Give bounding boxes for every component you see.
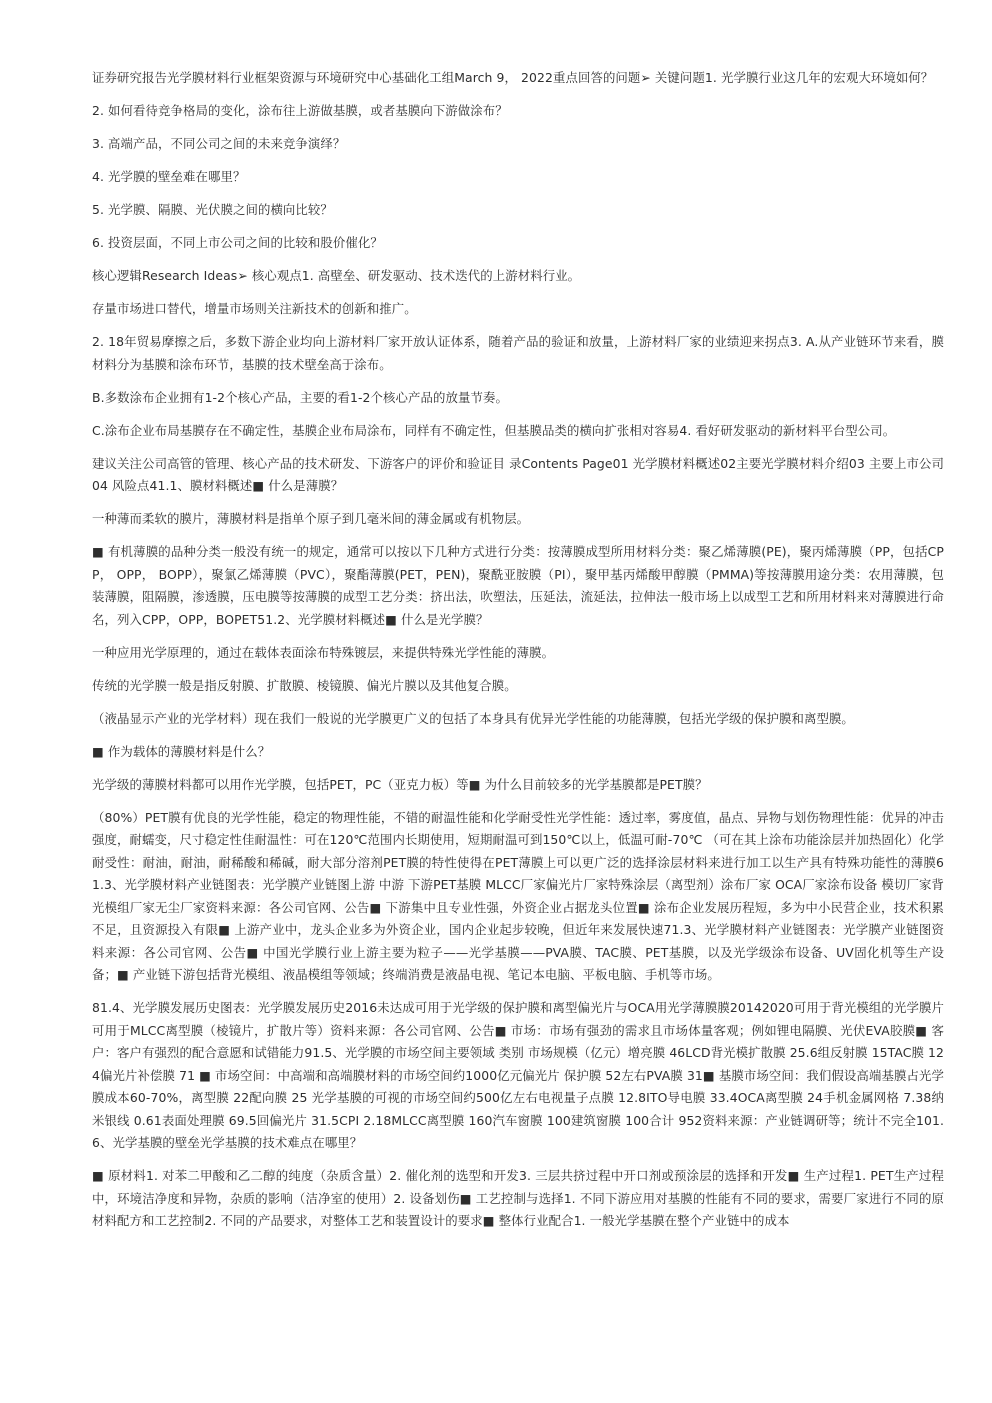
report-header-paragraph: 证券研究报告光学膜材料行业框架资源与环境研究中心基础化工组March 9， 2022重点回答的问题➢ 关键问题1. 光学膜行业这几年的宏观大环境如何？ xyxy=(92,70,934,85)
development-history-paragraph: 81.4、光学膜发展历史图表：光学膜发展历史2016未达成可用于光学级的保护膜和离型偏光片与OCA用光学薄膜膜20142020可用于背光模组的光学膜片可用于MLCC离型膜（棱镜片，扩散片等）资料来源：各公司官网、公告■ 市场：市场有强劲的需求且市场体量客观；例如锂电隔膜、光伏EVA胶膜■ 客户：客户有强烈的配合意愿和试错能力91.5、光学膜的市场空间主要领域 类别 市场规模（亿元）增亮膜 46LCD背光模扩散膜 25.6组反射膜 15TAC膜 124偏光片补偿膜 71 ■ 市场空间：中高端和高端膜材料的市场空间约1000亿元偏光片 保护膜 52左右PVA膜 31■ 基膜市场空间：我们假设高端基膜占光学膜成本60-70%，离型膜 22配向膜 25 光学基膜的可视的市场空间约500亿左右电视量子点膜 12.8ITO导电膜 33.4OCA离型膜 24手机金属网格 7.38纳米银线 0.61表面处理膜 69.5回偏光片 31.5CPI 2.18MLCC离型膜 160汽车窗膜 100建筑窗膜 100合计 952资料来源：产业链调研等；统计不完全101.6、光学基膜的壁垒光学基膜的技术难点在哪里？ xyxy=(92,1000,944,1150)
contents-paragraph: 建议关注公司高管的管理、核心产品的技术研发、下游客户的评价和验证目 录Contents Page01 光学膜材料概述02主要光学膜材料介绍03 主要上市公司04 风险点41.1、膜材料概述■ 什么是薄膜？ xyxy=(92,455,944,493)
question-2: 2. 如何看待竞争格局的变化，涂布往上游做基膜，或者基膜向下游做涂布？ xyxy=(92,103,508,118)
thin-film-definition-paragraph: 一种薄而柔软的膜片，薄膜材料是指单个原子到几毫米间的薄金属或有机物层。 xyxy=(92,511,530,526)
question-5: 5. 光学膜、隔膜、光伏膜之间的横向比较？ xyxy=(92,202,333,217)
coating-base-film-paragraph: C.涂布企业布局基膜存在不确定性，基膜企业布局涂布，同样有不确定性，但基膜品类的横向扩张相对容易4. 看好研发驱动的新材料平台型公司。 xyxy=(92,422,896,438)
technical-barrier-paragraph: ■ 原材料1. 对苯二甲酸和乙二醇的纯度（杂质含量）2. 催化剂的选型和开发3. 三层共挤过程中开口剂或预涂层的选择和开发■ 生产过程1. PET生产过程中，环境洁净度和异物，杂质的影响（洁净室的使用）2. 设备划伤■ 工艺控制与选择1. 不同下游应用对基膜的性能有不同的要求，需要厂家进行不同的原材料配方和工艺控制2. 不同的产品要求，对整体工艺和装置设计的要求■ 整体行业配合1. 一般光学基膜在整个产业链中的成本 xyxy=(92,1168,944,1228)
question-6: 6. 投资层面，不同上市公司之间的比较和股价催化？ xyxy=(92,235,383,250)
lcd-optical-material-paragraph: （液晶显示产业的光学材料）现在我们一般说的光学膜更广义的包括了本身具有优异光学性能的功能薄膜，包括光学级的保护膜和离型膜。 xyxy=(92,710,854,726)
film-classification-paragraph: ■ 有机薄膜的品种分类一般没有统一的规定，通常可以按以下几种方式进行分类：按薄膜成型所用材料分类：聚乙烯薄膜(PE)，聚丙烯薄膜（PP，包括CPP， OPP， BOPP），聚氯乙烯薄膜（PVC），聚酯薄膜(PET，PEN)，聚酰亚胺膜（PI），聚甲基丙烯酸甲醇膜（PMMA)等按薄膜用途分类：农用薄膜，包装薄膜，阻隔膜，渗透膜，压电膜等按薄膜的成型工艺分类：挤出法，吹塑法，压延法，流延法，拉伸法一般市场上以成型工艺和所用材料来对薄膜进行命名，列入CPP，OPP，BOPET51.2、光学膜材料概述■ 什么是光学膜？ xyxy=(92,544,944,627)
question-4: 4. 光学膜的壁垒难在哪里？ xyxy=(92,169,246,184)
trade-friction-paragraph: 2. 18年贸易摩擦之后，多数下游企业均向上游材料厂家开放认证体系，随着产品的验证和放量，上游材料厂家的业绩迎来拐点3. A.从产业链环节来看，膜材料分为基膜和涂布环节，基膜的技术壁垒高于涂布。 xyxy=(92,334,944,372)
coating-core-products-paragraph: B.多数涂布企业拥有1-2个核心产品，主要的看1-2个核心产品的放量节奏。 xyxy=(92,389,508,405)
market-paragraph: 存量市场进口替代，增量市场则关注新技术的创新和推广。 xyxy=(92,301,417,316)
pet-properties-paragraph: （80%）PET膜有优良的光学性能，稳定的物理性能，不错的耐温性能和化学耐受性光学性能：透过率，雾度值，晶点、异物与划伤物理性能：优异的冲击强度，耐蠕变，尺寸稳定性佳耐温性：可在120℃范围内长期使用，短期耐温可到150℃以上，低温可耐-70℃ （可在其上涂布功能涂层并加热固化）化学耐受性：耐油，耐油，耐稀酸和稀碱，耐大部分溶剂PET膜的特性使得在PET薄膜上可以更广泛的选择涂层材料来进行加工以生产具有特殊功能性的薄膜61.3、光学膜材料产业链图表：光学膜产业链图上游 中游 下游PET基膜 MLCC厂家偏光片厂家特殊涂层（离型剂）涂布厂家 OCA厂家涂布设备 模切厂家背光模组厂家无尘厂家资料来源：各公司官网、公告■ 下游集中且专业性强，外资企业占据龙头位置■ 涂布企业发展历程短，多为中小民营企业，技术积累不足，且资源投入有限■ 上游产业中，龙头企业多为外资企业，国内企业起步较晚，但近年来发展快速71.3、光学膜材料产业链图表：光学膜产业链图资料来源：各公司官网、公告■ 中国光学膜行业上游主要为粒子——光学基膜——PVA膜、TAC膜、PET基膜，以及光学级涂布设备、UV固化机等生产设备；■ 产业链下游包括背光模组、液晶模组等领域；终端消费是液晶电视、笔记本电脑、平板电脑、手机等市场。 xyxy=(92,809,944,982)
document-page xyxy=(92,67,944,1243)
question-3: 3. 高端产品，不同公司之间的未来竞争演绎？ xyxy=(92,136,346,151)
optical-film-definition-paragraph: 一种应用光学原理的，通过在载体表面涂布特殊镀层，来提供特殊光学性能的薄膜。 xyxy=(92,644,555,660)
core-logic-paragraph: 核心逻辑Research Ideas➢ 核心观点1. 高壁垒、研发驱动、技术迭代的上游材料行业。 xyxy=(92,268,581,283)
carrier-film-question: ■ 作为载体的薄膜材料是什么？ xyxy=(92,743,271,759)
optical-grade-film-paragraph: 光学级的薄膜材料都可以用作光学膜，包括PET，PC（亚克力板）等■ 为什么目前较多的光学基膜都是PET膜？ xyxy=(92,776,708,792)
traditional-optical-film-paragraph: 传统的光学膜一般是指反射膜、扩散膜、棱镜膜、偏光片膜以及其他复合膜。 xyxy=(92,677,517,693)
